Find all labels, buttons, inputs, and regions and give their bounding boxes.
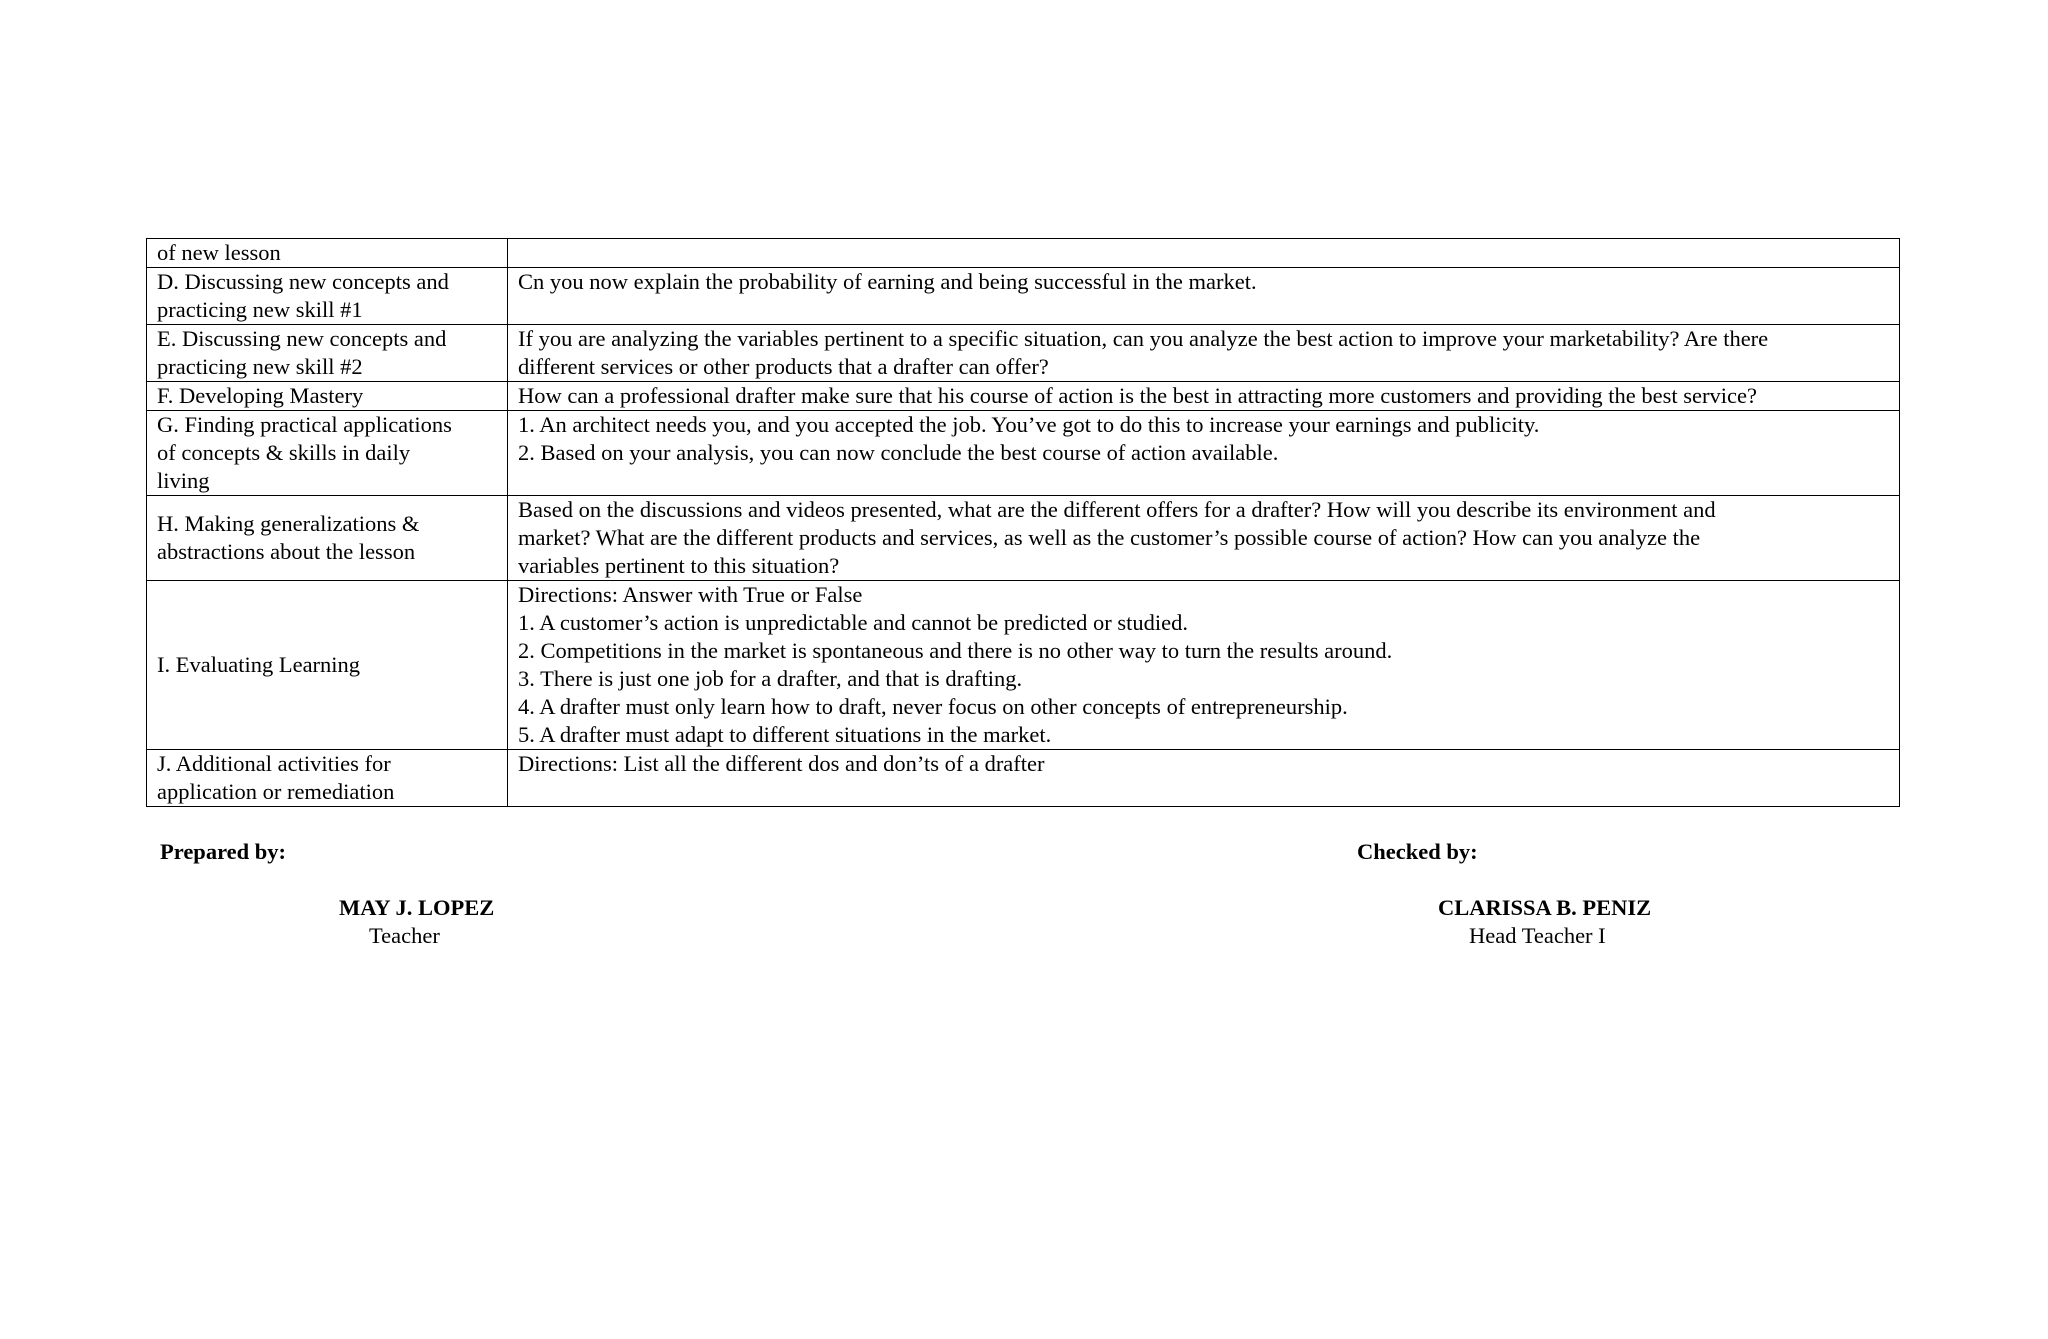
row-content: How can a professional drafter make sure that his course of action is the best in attracting more customers and providing the best service? [508,382,1900,411]
table-row [147,268,1900,325]
row-content: 1. An architect needs you, and you accepted the job. You’ve got to do this to increase your earnings and publicity. 2. Based on your analysis, you can now conclude the best course of action available. [508,411,1900,496]
table-row [147,496,1900,581]
row-label: E. Discussing new concepts and practicing new skill #2 [147,325,508,382]
prepared-by-name: MAY J. LOPEZ [339,895,495,920]
table-row [147,411,1900,496]
row-label: F. Developing Mastery [147,382,508,411]
row-label: of new lesson [147,239,508,268]
table-row [147,750,1900,807]
row-label: H. Making generalizations & abstractions about the lesson [147,496,508,581]
checked-by-title: Head Teacher I [1469,923,1606,948]
row-content [508,239,1900,268]
checked-by-name: CLARISSA B. PENIZ [1438,895,1652,920]
lesson-plan-table [146,238,1900,807]
prepared-by-heading: Prepared by: [160,839,287,864]
prepared-by-title: Teacher [369,923,440,948]
row-content: Directions: List all the different dos and don’ts of a drafter [508,750,1900,807]
row-label: G. Finding practical applications of concepts & skills in daily living [147,411,508,496]
checked-by-heading: Checked by: [1357,839,1478,864]
row-content: Cn you now explain the probability of earning and being successful in the market. [508,268,1900,325]
row-label: I. Evaluating Learning [147,581,508,750]
table-row [147,239,1900,268]
table-row [147,581,1900,750]
row-label: D. Discussing new concepts and practicing new skill #1 [147,268,508,325]
row-content: Based on the discussions and videos presented, what are the different offers for a drafter? How will you describe its environment and market? What are the different products and services, as well as the customer’s possible course of action? How can you analyze the variables pertinent to this situation? [508,496,1900,581]
table-row [147,325,1900,382]
row-label: J. Additional activities for application or remediation [147,750,508,807]
row-content: Directions: Answer with True or False 1. A customer’s action is unpredictable and cannot be predicted or studied. 2. Competitions in the market is spontaneous and there is no other way to turn the results around. 3. There is just one job for a drafter, and that is drafting. 4. A drafter must only learn how to draft, never focus on other concepts of entrepreneurship. 5. A drafter must adapt to different situations in the market. [508,581,1900,750]
row-content: If you are analyzing the variables pertinent to a specific situation, can you analyze the best action to improve your marketability? Are there different services or other products that a drafter can offer? [508,325,1900,382]
table-row [147,382,1900,411]
